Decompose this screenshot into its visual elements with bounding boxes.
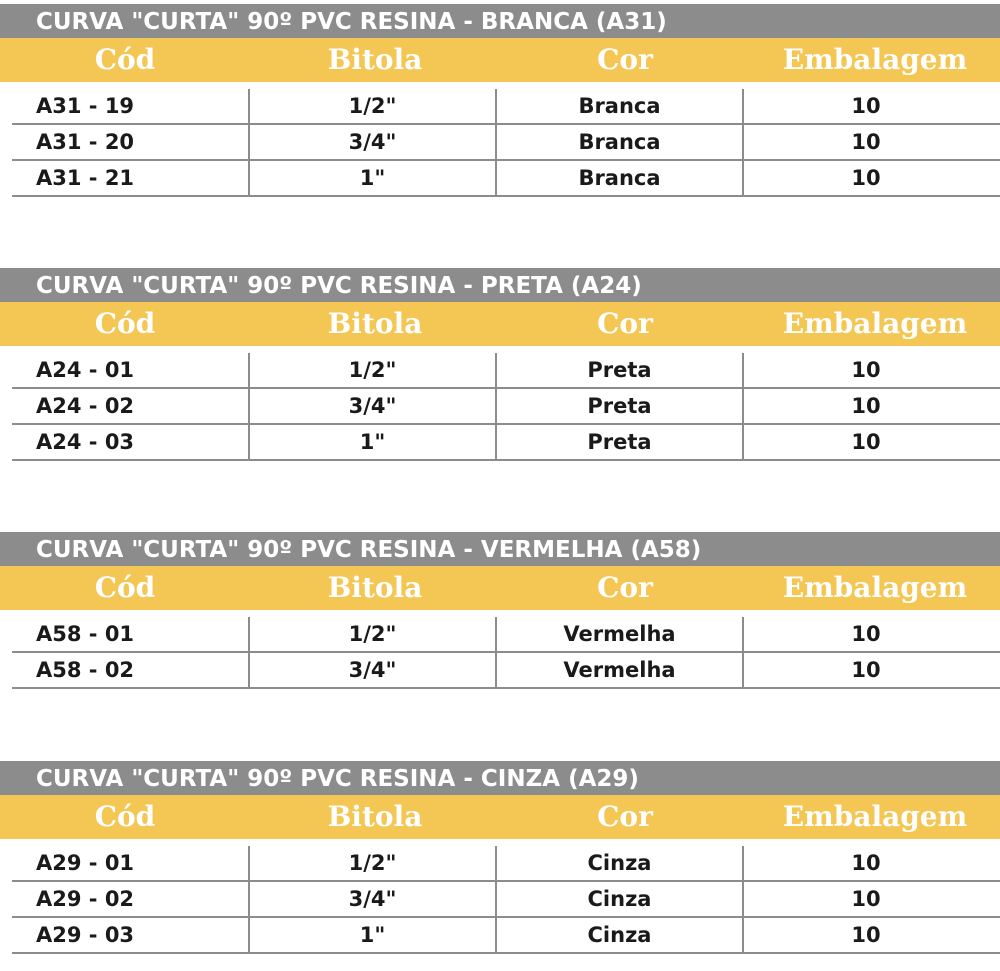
cell-cod: A24 - 03: [36, 430, 135, 454]
cell-embalagem: 10: [742, 882, 988, 916]
cell-cor: Preta: [495, 389, 742, 423]
cell-embalagem: 10: [742, 617, 988, 651]
cell-cor: Branca: [495, 161, 742, 195]
cell-cor: Cinza: [495, 918, 742, 952]
table-section-cinza: [0, 761, 1000, 954]
section-title: CURVA "CURTA" 90º PVC RESINA - BRANCA (A31): [0, 4, 1000, 38]
cell-bitola: 1/2": [248, 846, 495, 880]
table-row: [12, 125, 1000, 161]
header-cod: Cód: [94, 43, 156, 76]
cell-cod: A29 - 03: [36, 923, 135, 947]
table-row: [12, 846, 1000, 882]
table-section-branca: [0, 4, 1000, 197]
cell-embalagem: 10: [742, 918, 988, 952]
cell-bitola: 1/2": [248, 353, 495, 387]
section-title: CURVA "CURTA" 90º PVC RESINA - VERMELHA (A58): [0, 532, 1000, 566]
table-header: [0, 566, 1000, 610]
cell-cod: A31 - 20: [36, 130, 135, 154]
table-row: [12, 617, 1000, 653]
header-cor: Cor: [597, 571, 653, 604]
section-title: CURVA "CURTA" 90º PVC RESINA - PRETA (A24): [0, 268, 1000, 302]
header-embalagem: Embalagem: [782, 307, 968, 340]
header-cor: Cor: [597, 43, 653, 76]
section-title: CURVA "CURTA" 90º PVC RESINA - CINZA (A29): [0, 761, 1000, 795]
cell-cod: A24 - 02: [36, 394, 135, 418]
header-cod: Cód: [94, 800, 156, 833]
table-body: [0, 89, 1000, 197]
cell-cod: A29 - 02: [36, 887, 135, 911]
header-bitola: Bitola: [327, 43, 423, 76]
cell-cor: Preta: [495, 353, 742, 387]
cell-bitola: 1": [248, 425, 495, 459]
table-row: [12, 918, 1000, 954]
cell-cod: A58 - 02: [36, 658, 135, 682]
table-header: [0, 302, 1000, 346]
cell-embalagem: 10: [742, 653, 988, 687]
table-row: [12, 89, 1000, 125]
cell-bitola: 1": [248, 918, 495, 952]
table-section-preta: [0, 268, 1000, 461]
header-embalagem: Embalagem: [782, 43, 968, 76]
table-row: [12, 653, 1000, 689]
cell-cor: Preta: [495, 425, 742, 459]
table-row: [12, 389, 1000, 425]
cell-bitola: 1/2": [248, 89, 495, 123]
cell-cod: A24 - 01: [36, 358, 135, 382]
header-embalagem: Embalagem: [782, 800, 968, 833]
header-cod: Cód: [94, 571, 156, 604]
cell-cor: Vermelha: [495, 617, 742, 651]
table-body: [0, 846, 1000, 954]
cell-cod: A29 - 01: [36, 851, 135, 875]
table-row: [12, 425, 1000, 461]
table-row: [12, 161, 1000, 197]
table-row: [12, 353, 1000, 389]
header-bitola: Bitola: [327, 571, 423, 604]
cell-cor: Branca: [495, 125, 742, 159]
table-header: [0, 795, 1000, 839]
cell-cor: Cinza: [495, 882, 742, 916]
table-row: [12, 882, 1000, 918]
header-bitola: Bitola: [327, 307, 423, 340]
cell-embalagem: 10: [742, 353, 988, 387]
cell-cod: A31 - 19: [36, 94, 135, 118]
header-cor: Cor: [597, 307, 653, 340]
header-bitola: Bitola: [327, 800, 423, 833]
cell-cod: A31 - 21: [36, 166, 135, 190]
cell-bitola: 1/2": [248, 617, 495, 651]
cell-bitola: 3/4": [248, 653, 495, 687]
cell-cor: Cinza: [495, 846, 742, 880]
table-header: [0, 38, 1000, 82]
header-cor: Cor: [597, 800, 653, 833]
cell-embalagem: 10: [742, 389, 988, 423]
cell-bitola: 3/4": [248, 389, 495, 423]
cell-cod: A58 - 01: [36, 622, 135, 646]
cell-cor: Vermelha: [495, 653, 742, 687]
cell-embalagem: 10: [742, 89, 988, 123]
cell-cor: Branca: [495, 89, 742, 123]
cell-embalagem: 10: [742, 161, 988, 195]
cell-embalagem: 10: [742, 846, 988, 880]
table-body: [0, 353, 1000, 461]
header-cod: Cód: [94, 307, 156, 340]
cell-bitola: 3/4": [248, 125, 495, 159]
cell-bitola: 3/4": [248, 882, 495, 916]
header-embalagem: Embalagem: [782, 571, 968, 604]
table-section-vermelha: [0, 532, 1000, 689]
cell-bitola: 1": [248, 161, 495, 195]
cell-embalagem: 10: [742, 125, 988, 159]
table-body: [0, 617, 1000, 689]
cell-embalagem: 10: [742, 425, 988, 459]
